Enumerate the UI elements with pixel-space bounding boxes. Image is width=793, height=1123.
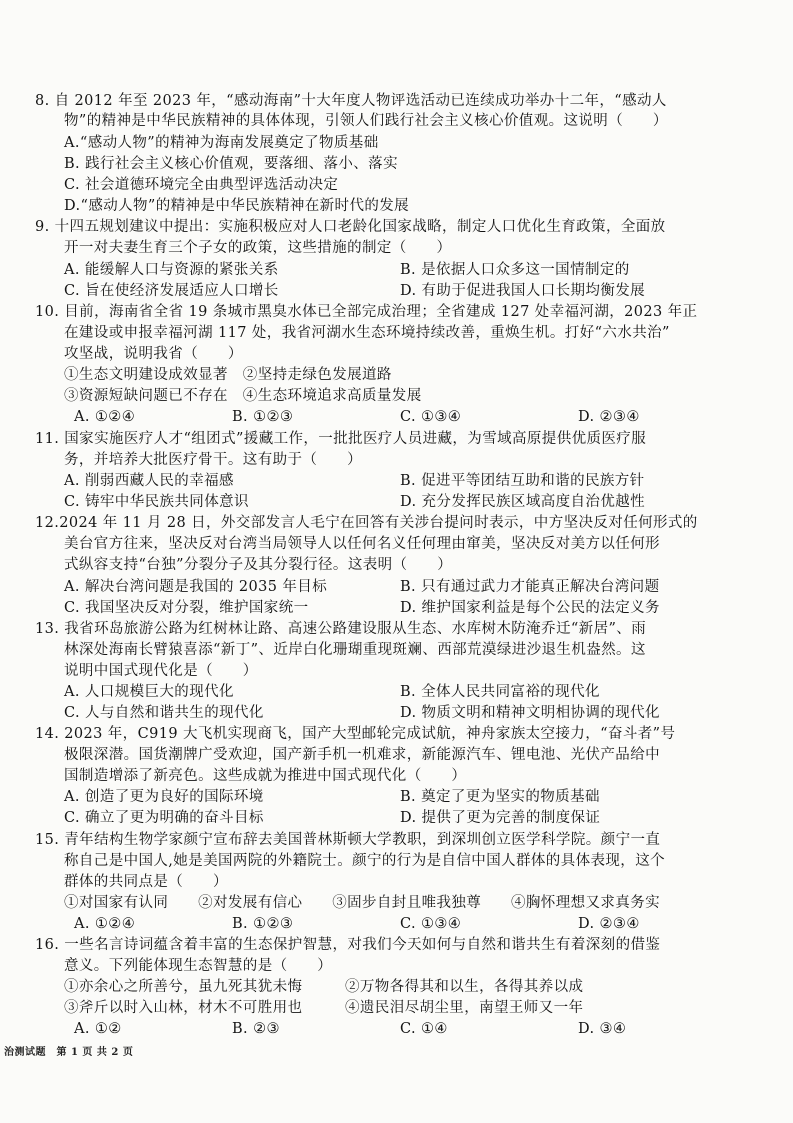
- q8-line-4: B. 践行社会主义核心价值观，要落细、落小、落实: [64, 156, 398, 172]
- q10-line-6: A. ①②④: [74, 409, 136, 425]
- q10-line-9: D. ②③④: [578, 409, 640, 425]
- q13-line-6: C. 人与自然和谐共生的现代化: [64, 705, 264, 721]
- q9-line-4: B. 是依据人口众多这一国情制定的: [400, 262, 630, 278]
- q13-line-7: D. 物质文明和精神文明相协调的现代化: [400, 705, 660, 721]
- q16-line-5: ③斧斤以时入山林，材木不可胜用也: [64, 1000, 303, 1016]
- q15-line-4: ①对国家有认同 ②对发展有信心 ③固步自封且唯我独尊 ④胸怀理想又求真务实: [64, 895, 660, 911]
- q10-line-1: 10. 目前，海南省全省 19 条城市黑臭水体已全部完成治理；全省建成 127 处幸福河湖，2023 年正: [35, 304, 698, 320]
- q11-line-2: 务，并培养大批医疗骨干。这有助于（ ）: [64, 452, 362, 468]
- q14-line-3: 国制造增添了新亮色。这些成就为推进中国式现代化（ ）: [64, 768, 467, 784]
- q15-line-8: D. ②③④: [578, 916, 640, 932]
- q16-line-2: 意义。下列能体现生态智慧的是（ ）: [64, 958, 333, 974]
- q13-line-4: A. 人口规模巨大的现代化: [64, 684, 234, 700]
- q15-line-2: 称自己是中国人,她是美国两院的外籍院士。颜宁的行为是自信中国人群体的具体表现，这个: [64, 853, 666, 869]
- q14-line-1: 14. 2023 年，C919 大飞机实现商飞，国产大型邮轮完成试航，神舟家族太空接力，“奋斗者”号: [35, 726, 676, 742]
- q16-line-10: D. ③④: [578, 1021, 627, 1037]
- q9-line-6: D. 有助于促进我国人口长期均衡发展: [400, 283, 646, 299]
- q12-line-3: 式纵容支持“台独”分裂分子及其分裂行径。这表明（ ）: [64, 557, 453, 573]
- q10-line-8: C. ①③④: [400, 409, 462, 425]
- q16-line-6: ④遗民泪尽胡尘里，南望王师又一年: [345, 1000, 584, 1016]
- q9-line-5: C. 旨在使经济发展适应人口增长: [64, 283, 279, 299]
- q13-line-3: 说明中国式现代化是（ ）: [64, 663, 258, 679]
- q9-line-1: 9. 十四五规划建议中提出：实施积极应对人口老龄化国家战略，制定人口优化生育政策，全面放: [35, 219, 666, 235]
- q10-line-5: ③资源短缺问题已不存在 ④生态环境追求高质量发展: [64, 388, 422, 404]
- q12-line-7: D. 维护国家利益是每个公民的法定义务: [400, 600, 660, 616]
- q16-line-3: ①亦余心之所善兮，虽九死其犹未悔: [64, 979, 303, 995]
- q9-line-3: A. 能缓解人口与资源的紧张关系: [64, 262, 279, 278]
- q8-line-5: C. 社会道德环境完全由典型评选活动决定: [64, 177, 339, 193]
- q15-line-6: B. ①②③: [232, 916, 294, 932]
- q11-line-3: A. 削弱西藏人民的幸福感: [64, 473, 234, 489]
- q15-line-7: C. ①③④: [400, 916, 462, 932]
- q12-line-6: C. 我国坚决反对分裂，维护国家统一: [64, 600, 309, 616]
- q10-line-7: B. ①②③: [232, 409, 294, 425]
- q11-line-1: 11. 国家实施医疗人才“组团式”援藏工作，一批批医疗人员进藏，为雪域高原提供优质医疗服: [35, 431, 647, 447]
- q15-line-3: 群体的共同点是（ ）: [64, 874, 228, 890]
- q11-line-4: B. 促进平等团结互助和谐的民族方针: [400, 473, 645, 489]
- q15-line-1: 15. 青年结构生物学家颜宁宣布辞去美国普林斯顿大学教职，到深圳创立医学科学院。颜宁一直: [35, 832, 661, 848]
- q15-line-5: A. ①②④: [74, 916, 136, 932]
- q9-line-2: 开一对夫妻生育三个子女的政策，这些措施的制定（ ）: [64, 240, 452, 256]
- q12-line-2: 美台官方往来，坚决反对台湾当局领导人以任何名义任何理由窜美，坚决反对美方以任何形: [64, 536, 660, 552]
- q12-line-1: 12.2024 年 11 月 28 日，外交部发言人毛宁在回答有关涉台提问时表示，中方坚决反对任何形式的: [35, 515, 698, 531]
- q8-line-6: D.“感动人物”的精神是中华民族精神在新时代的发展: [64, 198, 410, 214]
- q13-line-2: 林深处海南长臂猿喜添“新丁”、近岸白化珊瑚重现斑斓、西部荒漠绿进沙退生机盎然。这: [64, 642, 646, 658]
- q14-line-6: C. 确立了更为明确的奋斗目标: [64, 810, 264, 826]
- q8-line-1: 8. 自 2012 年至 2023 年，“感动海南”十大年度人物评选活动已连续成功举办十二年，“感动人: [35, 93, 667, 109]
- q14-line-2: 极限深潜。国货潮牌广受欢迎，国产新手机一机难求，新能源汽车、锂电池、光伏产品给中: [64, 747, 660, 763]
- q12-line-5: B. 只有通过武力才能真正解决台湾问题: [400, 579, 660, 595]
- q13-line-1: 13. 我省环岛旅游公路为红树林让路、高速公路建设服从生态、水库树木防淹乔迁“新居”、雨: [35, 621, 647, 637]
- q12-line-4: A. 解决台湾问题是我国的 2035 年目标: [64, 579, 328, 595]
- q8-line-3: A.“感动人物”的精神为海南发展奠定了物质基础: [64, 135, 379, 151]
- q14-line-7: D. 提供了更为完善的制度保证: [400, 810, 601, 826]
- q16-line-4: ②万物各得其和以生，各得其养以成: [345, 979, 584, 995]
- q11-line-5: C. 铸牢中华民族共同体意识: [64, 494, 249, 510]
- q16-line-8: B. ②③: [232, 1021, 280, 1037]
- q14-line-4: A. 创造了更为良好的国际环境: [64, 789, 264, 805]
- q13-line-5: B. 全体人民共同富裕的现代化: [400, 684, 600, 700]
- q10-line-3: 攻坚战，说明我省（ ）: [64, 346, 243, 362]
- q16-line-9: C. ①④: [400, 1021, 448, 1037]
- q16-line-7: A. ①②: [74, 1021, 122, 1037]
- q16-line-1: 16. 一些名言诗词蕴含着丰富的生态保护智慧，对我们今天如何与自然和谐共生有着深刻的借鉴: [35, 937, 661, 953]
- q10-line-2: 在建设或申报幸福河湖 117 处，我省河湖水生态环境持续改善，重焕生机。打好“六水共治”: [64, 325, 670, 341]
- q11-line-6: D. 充分发挥民族区域高度自治优越性: [400, 494, 646, 510]
- q10-line-4: ①生态文明建设成效显著 ②坚持走绿色发展道路: [64, 367, 392, 383]
- page-footer: 治测试题 第 1 页 共 2 页: [4, 1047, 134, 1058]
- q14-line-5: B. 奠定了更为坚实的物质基础: [400, 789, 600, 805]
- q8-line-2: 物”的精神是中华民族精神的具体体现，引领人们践行社会主义核心价值观。这说明（ ）: [64, 113, 668, 129]
